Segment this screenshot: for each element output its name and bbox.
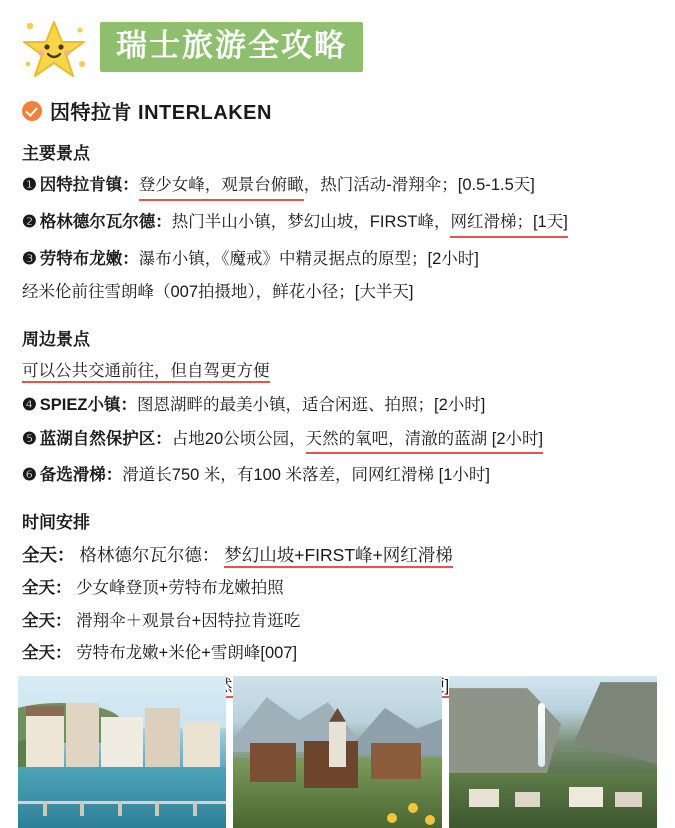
item-name: 因特拉肯镇： xyxy=(39,176,139,194)
schedule-text: 滑翔伞＋观景台+因特拉肯逛吃 xyxy=(76,611,301,630)
nearby-spots-heading: 周边景点 xyxy=(22,330,90,349)
item-name: 劳特布龙嫩： xyxy=(39,249,139,268)
item-number: ❹ xyxy=(22,395,37,414)
section-heading xyxy=(22,96,657,125)
orange-check-icon xyxy=(22,101,42,121)
item-number: ❺ xyxy=(22,429,37,448)
nearby-spots-tip-text: 可以公共交通前往，但自驾更方便 xyxy=(22,362,270,383)
header xyxy=(18,14,657,80)
item-highlight: 网红滑梯； xyxy=(450,210,533,238)
alpine-chalet-village-photo xyxy=(233,676,441,828)
schedule-row xyxy=(22,609,657,635)
list-item xyxy=(22,173,657,201)
waterfall-valley-photo xyxy=(449,676,657,828)
schedule-row xyxy=(22,542,657,569)
item-desc: 热门半山小镇，梦幻山坡，FIRST峰， xyxy=(171,212,451,231)
item-number: ❸ xyxy=(22,249,37,268)
list-item xyxy=(22,463,657,488)
item-name: 蓝湖自然保护区： xyxy=(39,429,172,448)
section-title: 因特拉肯 INTERLAKEN xyxy=(50,102,272,124)
item-desc: 瀑布小镇，《魔戒》中精灵据点的原型； xyxy=(138,249,428,268)
schedule-day: 全天： xyxy=(22,579,72,598)
item-name: 备选滑梯： xyxy=(39,466,123,485)
item-desc: 图恩湖畔的最美小镇，适合闲逛、拍照； xyxy=(136,395,434,414)
item-desc-underlined: 登少女峰，观景台俯瞰 xyxy=(139,173,304,201)
item-duration: [0.5-1.5天] xyxy=(457,176,535,194)
star-badge-icon xyxy=(18,14,90,80)
item-duration: [2小时] xyxy=(427,249,479,268)
schedule-text: 少女峰登顶+劳特布龙嫩拍照 xyxy=(76,579,284,598)
item-duration: [2小时] xyxy=(433,395,486,414)
item-desc: 占地20公顷公园， xyxy=(171,429,306,448)
schedule-row xyxy=(22,576,657,602)
item-name: SPIEZ小镇： xyxy=(39,395,137,414)
item-desc: ，热门活动-滑翔伞； xyxy=(303,176,458,194)
item-desc: 滑道长750 米，有100 米落差，同网红滑梯 [1小时] xyxy=(122,466,490,485)
item-name: 格林德尔瓦尔德： xyxy=(39,212,172,231)
schedule-heading: 时间安排 xyxy=(22,513,90,532)
schedule-row xyxy=(22,641,657,667)
item-duration: [1天] xyxy=(533,210,568,238)
schedule-day: 全天： xyxy=(22,611,72,630)
riverside-town-photo xyxy=(18,676,226,828)
nearby-spots-tip xyxy=(22,359,657,384)
list-item xyxy=(22,247,657,272)
item-number: ❷ xyxy=(22,212,37,231)
main-spots-heading: 主要景点 xyxy=(22,144,90,163)
page-title: 瑞士旅游全攻略 xyxy=(100,22,363,72)
main-spots-note: 经米伦前往雪朗峰（007拍摄地），鲜花小径；[大半天] xyxy=(22,283,414,302)
item-number: ❶ xyxy=(22,176,37,194)
item-highlight: 天然的氧吧，清澈的蓝湖 [2小时] xyxy=(306,427,543,455)
photo-strip xyxy=(18,676,657,828)
schedule-text: 格林德尔瓦尔德： xyxy=(79,545,220,565)
list-item xyxy=(22,427,657,455)
schedule-text: 劳特布龙嫩+米伦+雪朗峰[007] xyxy=(76,644,298,663)
schedule-highlight: 梦幻山坡+FIRST峰+网红滑梯 xyxy=(224,545,453,568)
item-number: ❻ xyxy=(22,466,37,485)
schedule-day: 全天： xyxy=(22,545,75,565)
list-item xyxy=(22,393,657,418)
schedule-day: 全天： xyxy=(22,644,72,663)
list-item xyxy=(22,210,657,238)
